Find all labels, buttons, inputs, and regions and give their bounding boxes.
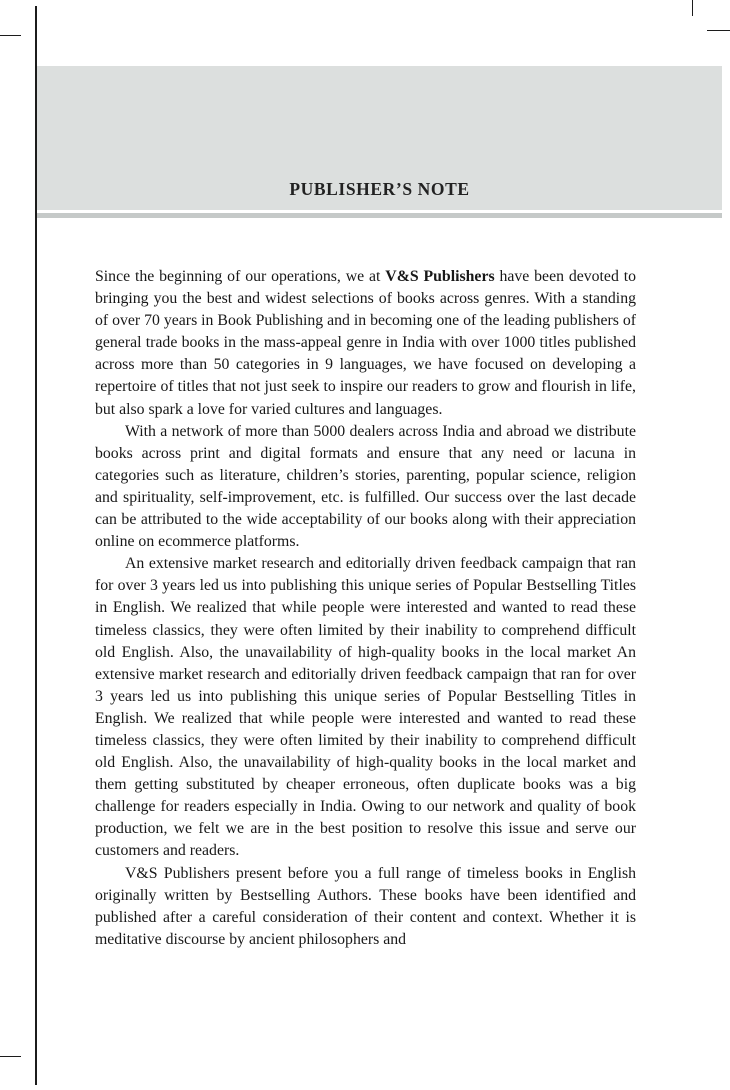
crop-mark-top-left (0, 35, 21, 36)
crop-mark-top-right-vertical (692, 0, 693, 16)
crop-mark-top-right-horizontal (707, 30, 730, 31)
page-title: PUBLISHER’S NOTE (289, 179, 470, 199)
paragraph-1-text-post: have been devoted to bringing you the best and widest selections of books across genres. With a standing of over 70 years in Book Publishing and in becoming one of the leading publishers of general trade books in the mass-appeal genre in India with over 1000 titles published across more than 50 categories in 9 languages, we have focused on developing a repertoire of titles that not just seek to inspire our readers to grow and flourish in life, but also spark a love for varied cultures and languages. (95, 268, 636, 418)
paragraph-4: V&S Publishers present before you a full range of timeless books in English originally written by Bestselling Authors. These books have been identified and published after a careful consideration of their content and context. Whether it is meditative discourse by ancient philosophers and (95, 864, 636, 948)
paragraph-3: An extensive market research and editorially driven feedback campaign that ran for over 3 years led us into publishing this unique series of Popular Bestselling Titles in English. We realized that while people were interested and wanted to read these timeless classics, they were often limited by their inability to comprehend difficult old English. Also, the unavailability of high-quality books in the local market An extensive market research and editorially driven feedback campaign that ran for over 3 years led us into publishing this unique series of Popular Bestselling Titles in English. We realized that while people were interested and wanted to read these timeless classics, they were often limited by their inability to comprehend difficult old English. Also, the unavailability of high-quality books in the local market and them getting substituted by cheaper erroneous, often duplicate books was a big challenge for readers especially in India. Owing to our network and quality of book production, we felt we are in the best position to resolve this issue and serve our customers and readers. (95, 555, 636, 860)
chapter-header-band (37, 66, 722, 210)
body-text (95, 266, 636, 951)
crop-mark-bottom-left (0, 1056, 21, 1057)
header-band-shadow (37, 213, 722, 218)
paragraph-1-text-pre: Since the beginning of our operations, we at (95, 268, 386, 285)
paragraph-2: With a network of more than 5000 dealers across India and abroad we distribute books across print and digital formats and ensure that any need or lacuna in categories such as literature, children’s stories, parenting, popular science, religion and spirituality, self-improvement, etc. is fulfilled. Our success over the last decade can be attributed to the wide acceptability of our books along with their appreciation online on ecommerce platforms. (95, 422, 636, 551)
paragraph-1 (95, 266, 636, 421)
publisher-name-bold: V&S Publishers (385, 268, 495, 285)
